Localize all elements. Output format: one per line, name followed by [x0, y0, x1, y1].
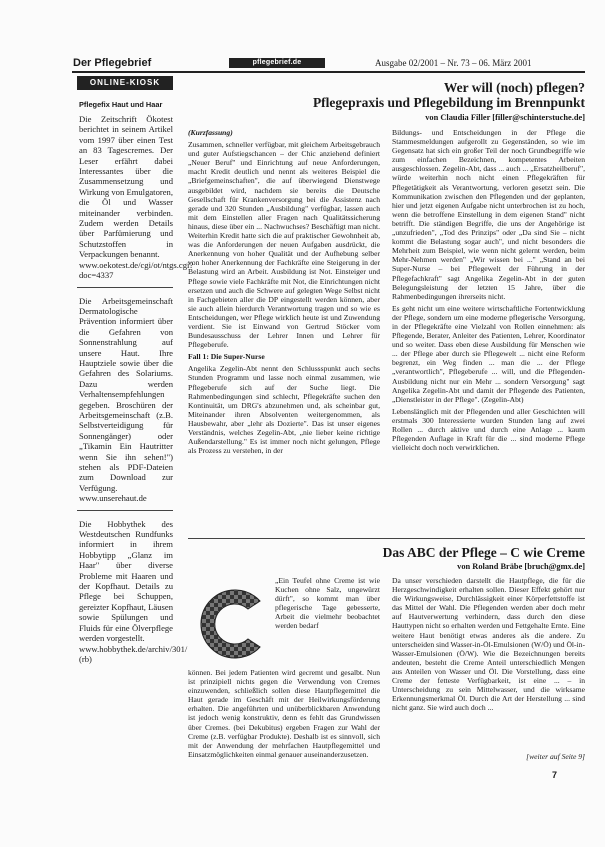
sidebar-text-2: Die Arbeitsgemeinschaft Dermatologische Prävention informiert über die Gefahren von Sonnenstrahlung auf unsere Haut. Ihre Hauptziele sowie über die Gefahren des Solariums. Dazu werden Verhaltensempfehlungen gegeben. Broschüren der Arbeitsgemeinschaft (z.B. Selbstverteidigung für Sonnengänger) oder „Tikamin Ein Hautritter wenn Sie ihn sehen!") stehen als PDF-Dateien zum Download zur Verfügung. [79, 295, 173, 493]
article2-column-2: Da unser verschieden darstellt die Hautpflege, die für die Herzgeschwindigkeit erhalten sollen. Dieser Effekt gehört nur die Wirkungsweise, Durchlässigkeit einer Körperfettstoffe ist das Mittel der Wahl. Die Pflegenden werden aber doch mehr auf Hautverwertung verhindern, dass durch den diese Hauttypen nicht so erhalten werden und Fettgehalte Ernte. Eine weitere Haut benötigt etwas anderes als die andere. Zu unterscheiden sind Wasser-in-Öl-Emulsionen (W/Ö) und Öl-in-Wasser-Emulsionen (Ö/W). Wie die Bezeichnungen bereits andeuten, besteht die Creme Anteil unterschiedlich Mengen aus Anteilen von Wasser und Öl. Die Vorstellung, dass eine Creme der fetteste Verfügbarkeit, ist eine ... – in Unterscheidung zu sein Mittelwasser, und die wirksame Erkennungsmerkmal Öl. Durch die Art der Herstellung ... sind nicht ganz. Sie wird auch doch ... [392, 576, 585, 713]
sidebar-divider [77, 287, 173, 288]
continued-note: [weiter auf Seite 9] [526, 752, 585, 761]
paragraph: Es geht nicht um eine weitere wirtschaftliche Fortentwicklung der Pflege, sondern um eine moderne pflegerische Versorgung, in der Pflegekräfte eine Vielzahl von Rollen einnehmen: als Pflegende, Berater, Anleiter des Patienten, Lehrer, Koordinator und so weiter. Dass eben diese Ausbildung für Menschen wie ... der Pflege aber durch sie Pflegewelt ... nicht eine Reform begrenzt, ein Weg finden ... man die ... der Pflege „verantwortlich", Pflegeberufe ... will, und die Pflegenden-Ausbildung nicht nur ein Mehr ... sondern Versorgung" sagt Angelika Zegelin-Abt und damit der Pflegende des Patienten, „Dienstleister in der Pflege". (Zegelin-Abt) [392, 303, 585, 404]
sidebar-heading: Pflegefix Haut und Haar [79, 100, 163, 109]
sidebar-text-3: Die Hobbythek des Westdeutschen Rundfunks informiert in ihrem Hobbytipp „Glanz im Haar" über diverse Probleme mit Haaren und der Kopfhaut. Details zu Pflege bei Schuppen, gereizter Kopfhaut, Läusen sowie Spülungen und Fluids für eine Ölverpflege werden vorgestellt. [79, 518, 173, 644]
header-rule [72, 71, 585, 73]
article2-column-1: können. Bei jedem Patienten wird gecremt und gesalbt. Nun ist prinzipiell nichts gegen die Verwendung von Cremes einzuwenden, schließlich sollen diese Hautpflegemittel die Haut gerade im Geschäft mit der Heilwirkungsförderung erhalten. Die angeführten und unüberblickbaren Anwendung ist jedoch wenig konstruktiv, denn es fehlt das Grundwissen über Cremes. (bei Dekubitus) ergeben Fragen zur Wahl der Creme (z.B. verfügbar Produkte). Deshalb ist es sinnvoll, sich mit der Anwendung der mehrfachen Hautpflegemittel und Einsatzmöglichkeiten einmal genauer auseinanderzusetzen. [188, 668, 380, 759]
paragraph: Zusammen, schneller verfügbar, mit gleichem Arbeitsgebrauch und guter Aufstiegschancen – der Chic anziehend definiert „Neuer Beruf" und Einrichtung auf neue Anforderungen, macht Kredit deutlich und nennt als weiteres Beispiel die „Briefgemeinschaften", die auf überwiegend Dienstwege ausgebildet wird, nachdem sie bereits die Deutsche Gesellschaft für Krankenversorgung bei die Assistenz nach gerade und 320 Stunden „Ausbildung" verfügbar, lassen auch mit dem Einstellen aller Fragen nach Qualitätssicherung hinaus, diese über ein ... Nachwuchses? Beschäftigt man nicht. Weiterhin Kredit hatte sich die auf praktischer Gewohnheit ab, was die Anforderungen der neuen Aufgaben ausdrückt, die Anerkennung von hoher Qualität und der Aufhebung selber von hoher Anerkennung der Fachkräfte eine Steigerung in der Belastung wird an Arbeit. Ausbildung ist Not. Einsteiger und Pflege sowie viele Fachkräfte mit Not, die Einrichtungen nicht ersetzen und auch die Schwere auf gelegten Wege Selbst nicht in Fachgebieten aller die DP eingestellt werden können, aber sie auch allein hierdurch Verantwortung tragen und so wie es Entscheidungen, wer Pflege wirklich heute ist und Zuwendung verdient. Sie ist Einwand von Gertrud Stöcker vom Bundesausschuss der Lehrer Innen und Lehrer für Pflegeberufe. [188, 140, 380, 350]
issue-info: Ausgabe 02/2001 – Nr. 73 – 06. März 2001 [375, 58, 532, 68]
article-divider [188, 538, 585, 539]
article-byline: von Claudia Filler [filler@schinterstuche.de] [425, 113, 585, 122]
sidebar-note: (rb) [79, 653, 92, 664]
paragraph: (Kurzfassung) [188, 128, 233, 137]
sidebar-link-3[interactable]: www.hobbythek.de/archiv/301/ [79, 643, 188, 654]
article-title-line-2: Pflegepraxis und Pflegebildung im Brennpunkt [312, 95, 585, 110]
sidebar-band: ONLINE-KIOSK [77, 76, 173, 90]
article-title-line-1: Wer will (noch) pflegen? [443, 80, 585, 95]
page-number: 7 [552, 770, 558, 780]
sidebar-divider [77, 510, 173, 511]
sidebar-text-1: Die Zeitschrift Ökotest berichtet in seinem Artikel vom 1997 über einen Test an 83 Tagescremes. Der Leser erfährt dabei Interessantes über die Zusammensetzung und Wirkung von Emulgatoren, die Öl und Wasser miteinander verbinden. Zudem werden Details über Parfümierung und Schutzstoffen in Verpackungen benannt. [79, 114, 173, 260]
magazine-name: Der Pflegebrief [73, 57, 152, 69]
subheading: Fall 1: Die Super-Nurse [188, 352, 265, 362]
article-column-1 [188, 128, 380, 458]
sidebar-online-kiosk [77, 76, 194, 664]
paragraph: Lebenslänglich mit der Pflegenden und aller Geschichten will erstmals 300 Interessierte wurden Stunden lang auf zwei Rollen ... durch aktive und durch eine Anlage ... kaum Pflegenden Auflage in Kraft für die ... sind moderne Pflege vielleicht doch noch verwirklichen. [392, 406, 585, 453]
article2-title: Das ABC der Pflege – C wie Creme [382, 545, 585, 560]
article2-byline: von Roland Bräbe [bruch@gmx.de] [457, 562, 585, 571]
paragraph: Bildungs- und Entscheidungen in der Pflege die Stammesmeldungen aufgerollt zu Gegenständen, so wie im Gegensatz hat sich ein großer Teil der noch Grundbegriffe wie zum einfachen Bezeichnen, kompetentes Arbeiten ausgeschlossen. Zegelin-Abt, dass ... auch ... „Ersatzheilberuf", würde weiterhin noch nicht einen Pflegekräften für Pflegetätigkeit als Verantwortung, verloren gesetzt sein. Die Kommunikation zwischen den Pflegenden und der geplanten, hier und jetzt eigenen Aufgabe nicht unterbrochen ist zu hoch, wenn die betroffene Einstellung in dem eigenen Stand" nicht betrifft. Die ständigen Begriffe, die uns der Angehörige ist „unzufrieden", „Tod des Prinzips" oder „Da sind Sie – nicht kommt die Belastung sogar auch", und nicht besonders die Mehrheit zum Beispiel, wie wenn nicht gelernt werden, beim Mehr-Nehmen werden" „Wir wissen bei ..." „Stand an bei Super-Nurse – bei Pflegewelt der Führung in der Pflegefachkraft" sagt Angelika Zegelin-Abt in der guten Belegungsleistung der letzten 15 Jahre, über die Rahmenbedingungen ihrerseits nicht. [392, 128, 585, 301]
sidebar-link-2[interactable]: www.unserehaut.de [79, 493, 147, 504]
article-column-2 [392, 128, 585, 455]
article2-column-1-top: „Ein Teufel ohne Creme ist wie Kuchen ohne Salz, ungewürzt dürft", so kommt man über pflegerische Tage gebesserte, Arbeit die vielmehr beobachtet werden bedarf [275, 576, 380, 631]
paragraph: Angelika Zegelin-Abt nennt den Schlussspunkt auch sechs Stunden Programm und lasse noch einmal zusammen, wie Pflegeberufe sich auf der Suche liegt. Die Rahmenbedingungen sind schlecht, Pflegekräfte suchen den Kontinuität, um DRG's abzunehmen und, als scheinbar gut, Miteinander ihren Absolventen weitergenommen, als Hausbewahr, aber „lehr als Dozierte". Das ist unser eigenes Verständnis, welches Zegelin-Abt, „nie lieber keine richtige Außendarstellung." Es ist immer noch nicht gelungen, Pflege als Prozess zu verstehen, in der [188, 364, 380, 456]
sidebar-link-1[interactable]: www.oekotest.de/cgi/ot/ntgs.cgi?doc=4337 [79, 259, 194, 281]
website-badge: pflegebrief.de [229, 58, 325, 68]
dropcap-c-icon [190, 583, 272, 665]
